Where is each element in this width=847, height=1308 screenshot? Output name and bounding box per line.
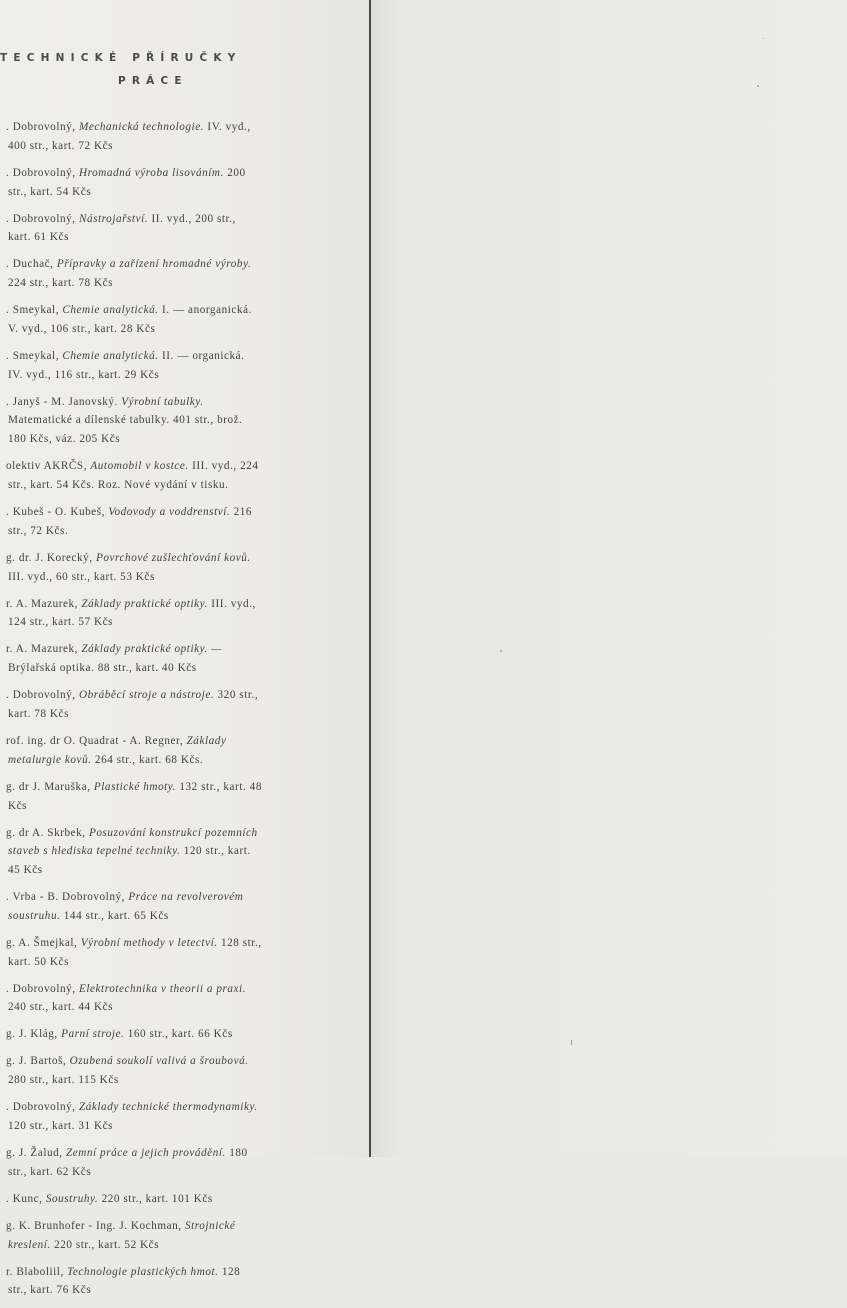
book-details: 120 str., kart. 31 Kčs	[8, 1120, 114, 1132]
book-author: g. J. Bartoš,	[6, 1055, 70, 1068]
book-entry	[0, 503, 262, 541]
book-entry	[0, 255, 262, 293]
book-title: Přípravky a zařízení hromadné výroby.	[56, 258, 252, 271]
book-entry	[0, 118, 262, 156]
book-details: Matematické a dílenské tabulky. 401 str., brož. 180 Kčs, váz. 205 Kčs	[8, 414, 243, 446]
book-entry	[0, 980, 262, 1018]
book-title: Výrobní tabulky.	[121, 395, 204, 408]
book-title: Práce na revolverovém soustruhu.	[8, 891, 244, 922]
book-details: I. — anorganická. V. vyd., 106 str., kart. 28 Kčs	[8, 304, 252, 335]
book-title: Základy metalurgie kovů.	[8, 734, 227, 766]
book-details: 128 str., kart. 76 Kčs	[8, 1265, 241, 1297]
book-title: Hromadná výroba lisováním.	[78, 166, 224, 179]
book-details: II. vyd., 200 str., kart. 61 Kčs	[8, 212, 236, 244]
book-author: . Duchač,	[6, 258, 57, 271]
book-entry	[0, 347, 262, 385]
book-details: III. vyd., 224 str., kart. 54 Kčs. Roz. Nové vydání v tisku.	[8, 460, 259, 492]
book-author: . Kunc,	[6, 1192, 46, 1205]
book-details: 120 str., kart. 45 Kčs	[8, 845, 251, 877]
book-details: 320 str., kart. 78 Kčs	[8, 689, 259, 720]
paper-speck	[571, 1040, 572, 1045]
book-title: Zemní práce a jejich provádění.	[65, 1146, 226, 1159]
book-details: III. vyd., 124 str., kart. 57 Kčs	[8, 597, 256, 629]
paper-speck	[757, 85, 759, 87]
book-entry	[0, 210, 262, 248]
book-title: Strojnické kreslení.	[8, 1219, 236, 1251]
book-entry	[0, 686, 262, 724]
book-title: Vodovody a voddrenství.	[108, 506, 231, 519]
book-details: 132 str., kart. 48 Kčs	[8, 780, 262, 812]
book-entry	[0, 1190, 262, 1209]
book-details: 280 str., kart. 115 Kčs	[8, 1074, 119, 1087]
book-entry	[0, 888, 262, 926]
book-entry	[0, 164, 262, 202]
book-title: Obráběcí stroje a nástroje.	[78, 689, 215, 702]
book-author: g. A. Šmejkal,	[6, 936, 81, 949]
book-details: 264 str., kart. 68 Kčs.	[91, 753, 204, 766]
book-entry	[0, 1263, 262, 1301]
book-author: . Dobrovolný,	[6, 982, 79, 995]
paper-speck	[763, 38, 764, 39]
book-author: . Vrba - B. Dobrovolný,	[6, 891, 129, 904]
book-author: . Smeykal,	[6, 304, 63, 317]
paper-speck	[500, 650, 502, 652]
book-details: 240 str., kart. 44 Kčs	[8, 1001, 114, 1014]
book-author: . Smeykal,	[6, 349, 63, 362]
book-details: 224 str., kart. 78 Kčs	[8, 277, 114, 290]
publisher-heading: PRÁCE	[118, 75, 188, 87]
book-details: Brýlařská optika. 88 str., kart. 40 Kčs	[8, 662, 197, 675]
book-author: . Janyš - M. Janovský.	[6, 395, 122, 408]
book-entry	[0, 393, 262, 449]
book-author: . Dobrovolný,	[6, 1101, 79, 1114]
book-author: . Dobrovolný,	[6, 121, 79, 133]
book-author: . Kubeš - O. Kubeš,	[6, 506, 109, 519]
book-entry	[0, 778, 262, 816]
book-title: Posuzování konstrukcí pozemních staveb s hlediska tepelné techniky.	[8, 826, 258, 858]
book-details: 180 str., kart. 62 Kčs	[8, 1146, 248, 1178]
book-entry	[0, 824, 262, 880]
book-author: g. K. Brunhofer - Ing. J. Kochman,	[6, 1219, 185, 1232]
book-title: Výrobní methody v letectví.	[80, 936, 218, 949]
book-details: III. vyd., 60 str., kart. 53 Kčs	[8, 570, 155, 583]
book-title: Plastické hmoty.	[93, 780, 177, 793]
series-heading: TECHNICKÉ PŘÍRUČKY	[0, 52, 242, 64]
left-page	[0, 0, 369, 1297]
book-entry	[0, 1217, 262, 1255]
book-author: g. dr A. Skrbek,	[6, 826, 89, 839]
right-page-blank	[371, 0, 847, 1157]
book-author: r. Blaboliil,	[6, 1265, 68, 1278]
book-title: Chemie analytická.	[62, 304, 159, 317]
book-title: Soustruhy.	[45, 1192, 99, 1205]
book-author: g. J. Klág,	[6, 1028, 62, 1041]
book-list	[0, 118, 262, 1308]
book-title: Povrchové zušlechťování kovů.	[96, 551, 251, 564]
book-title: Ozubená soukolí valivá a šroubová.	[69, 1055, 249, 1068]
book-entry	[0, 549, 262, 587]
book-entry	[0, 457, 262, 495]
book-author: g. dr. J. Korecký,	[6, 551, 96, 564]
book-author: . Dobrovolný,	[6, 212, 79, 225]
book-entry	[0, 1052, 262, 1090]
book-details: 144 str., kart. 65 Kčs	[60, 909, 169, 922]
book-entry	[0, 1144, 262, 1182]
book-details: II. — organická. IV. vyd., 116 str., kart. 29 Kčs	[8, 349, 245, 381]
book-title: Automobil v kostce.	[90, 460, 189, 473]
book-title: Základy praktické optiky.	[81, 597, 208, 610]
book-title: Nástrojařství.	[78, 212, 149, 225]
book-author: rof. ing. dr O. Quadrat - A. Regner,	[6, 734, 187, 747]
book-title: Základy praktické optiky. —	[81, 643, 222, 656]
book-author: r. A. Mazurek,	[6, 643, 82, 656]
book-details: 216 str., 72 Kčs.	[8, 506, 253, 537]
book-entry	[0, 1025, 262, 1044]
book-author: olektiv AKRČS,	[6, 460, 91, 473]
book-author: . Dobrovolný,	[6, 689, 79, 702]
book-title: Parní stroje.	[61, 1028, 125, 1041]
book-entry	[0, 640, 262, 678]
book-details: 220 str., kart. 101 Kčs	[98, 1192, 213, 1205]
book-entry	[0, 1098, 262, 1136]
book-details: IV. vyd., 400 str., kart. 72 Kčs	[8, 121, 251, 152]
book-title: Elektrotechnika v theorii a praxi.	[78, 982, 247, 995]
book-entry	[0, 732, 262, 770]
book-entry	[0, 301, 262, 339]
book-title: Základy technické thermodynamiky.	[78, 1101, 258, 1114]
book-title: Mechanická technologie.	[78, 121, 205, 133]
book-details: 220 str., kart. 52 Kčs	[50, 1238, 160, 1251]
book-title: Technologie plastických hmot.	[67, 1265, 219, 1278]
book-details: 200 str., kart. 54 Kčs	[8, 166, 246, 198]
book-details: 128 str., kart. 50 Kčs	[8, 936, 262, 968]
book-author: . Dobrovolný,	[6, 166, 79, 179]
book-entry	[0, 934, 262, 972]
book-author: g. J. Žalud,	[6, 1146, 66, 1159]
book-details: 160 str., kart. 66 Kčs	[124, 1028, 233, 1041]
book-author: r. A. Mazurek,	[6, 597, 82, 610]
book-title: Chemie analytická.	[62, 349, 159, 362]
book-author: g. dr J. Maruška,	[6, 780, 94, 793]
book-entry	[0, 595, 262, 633]
